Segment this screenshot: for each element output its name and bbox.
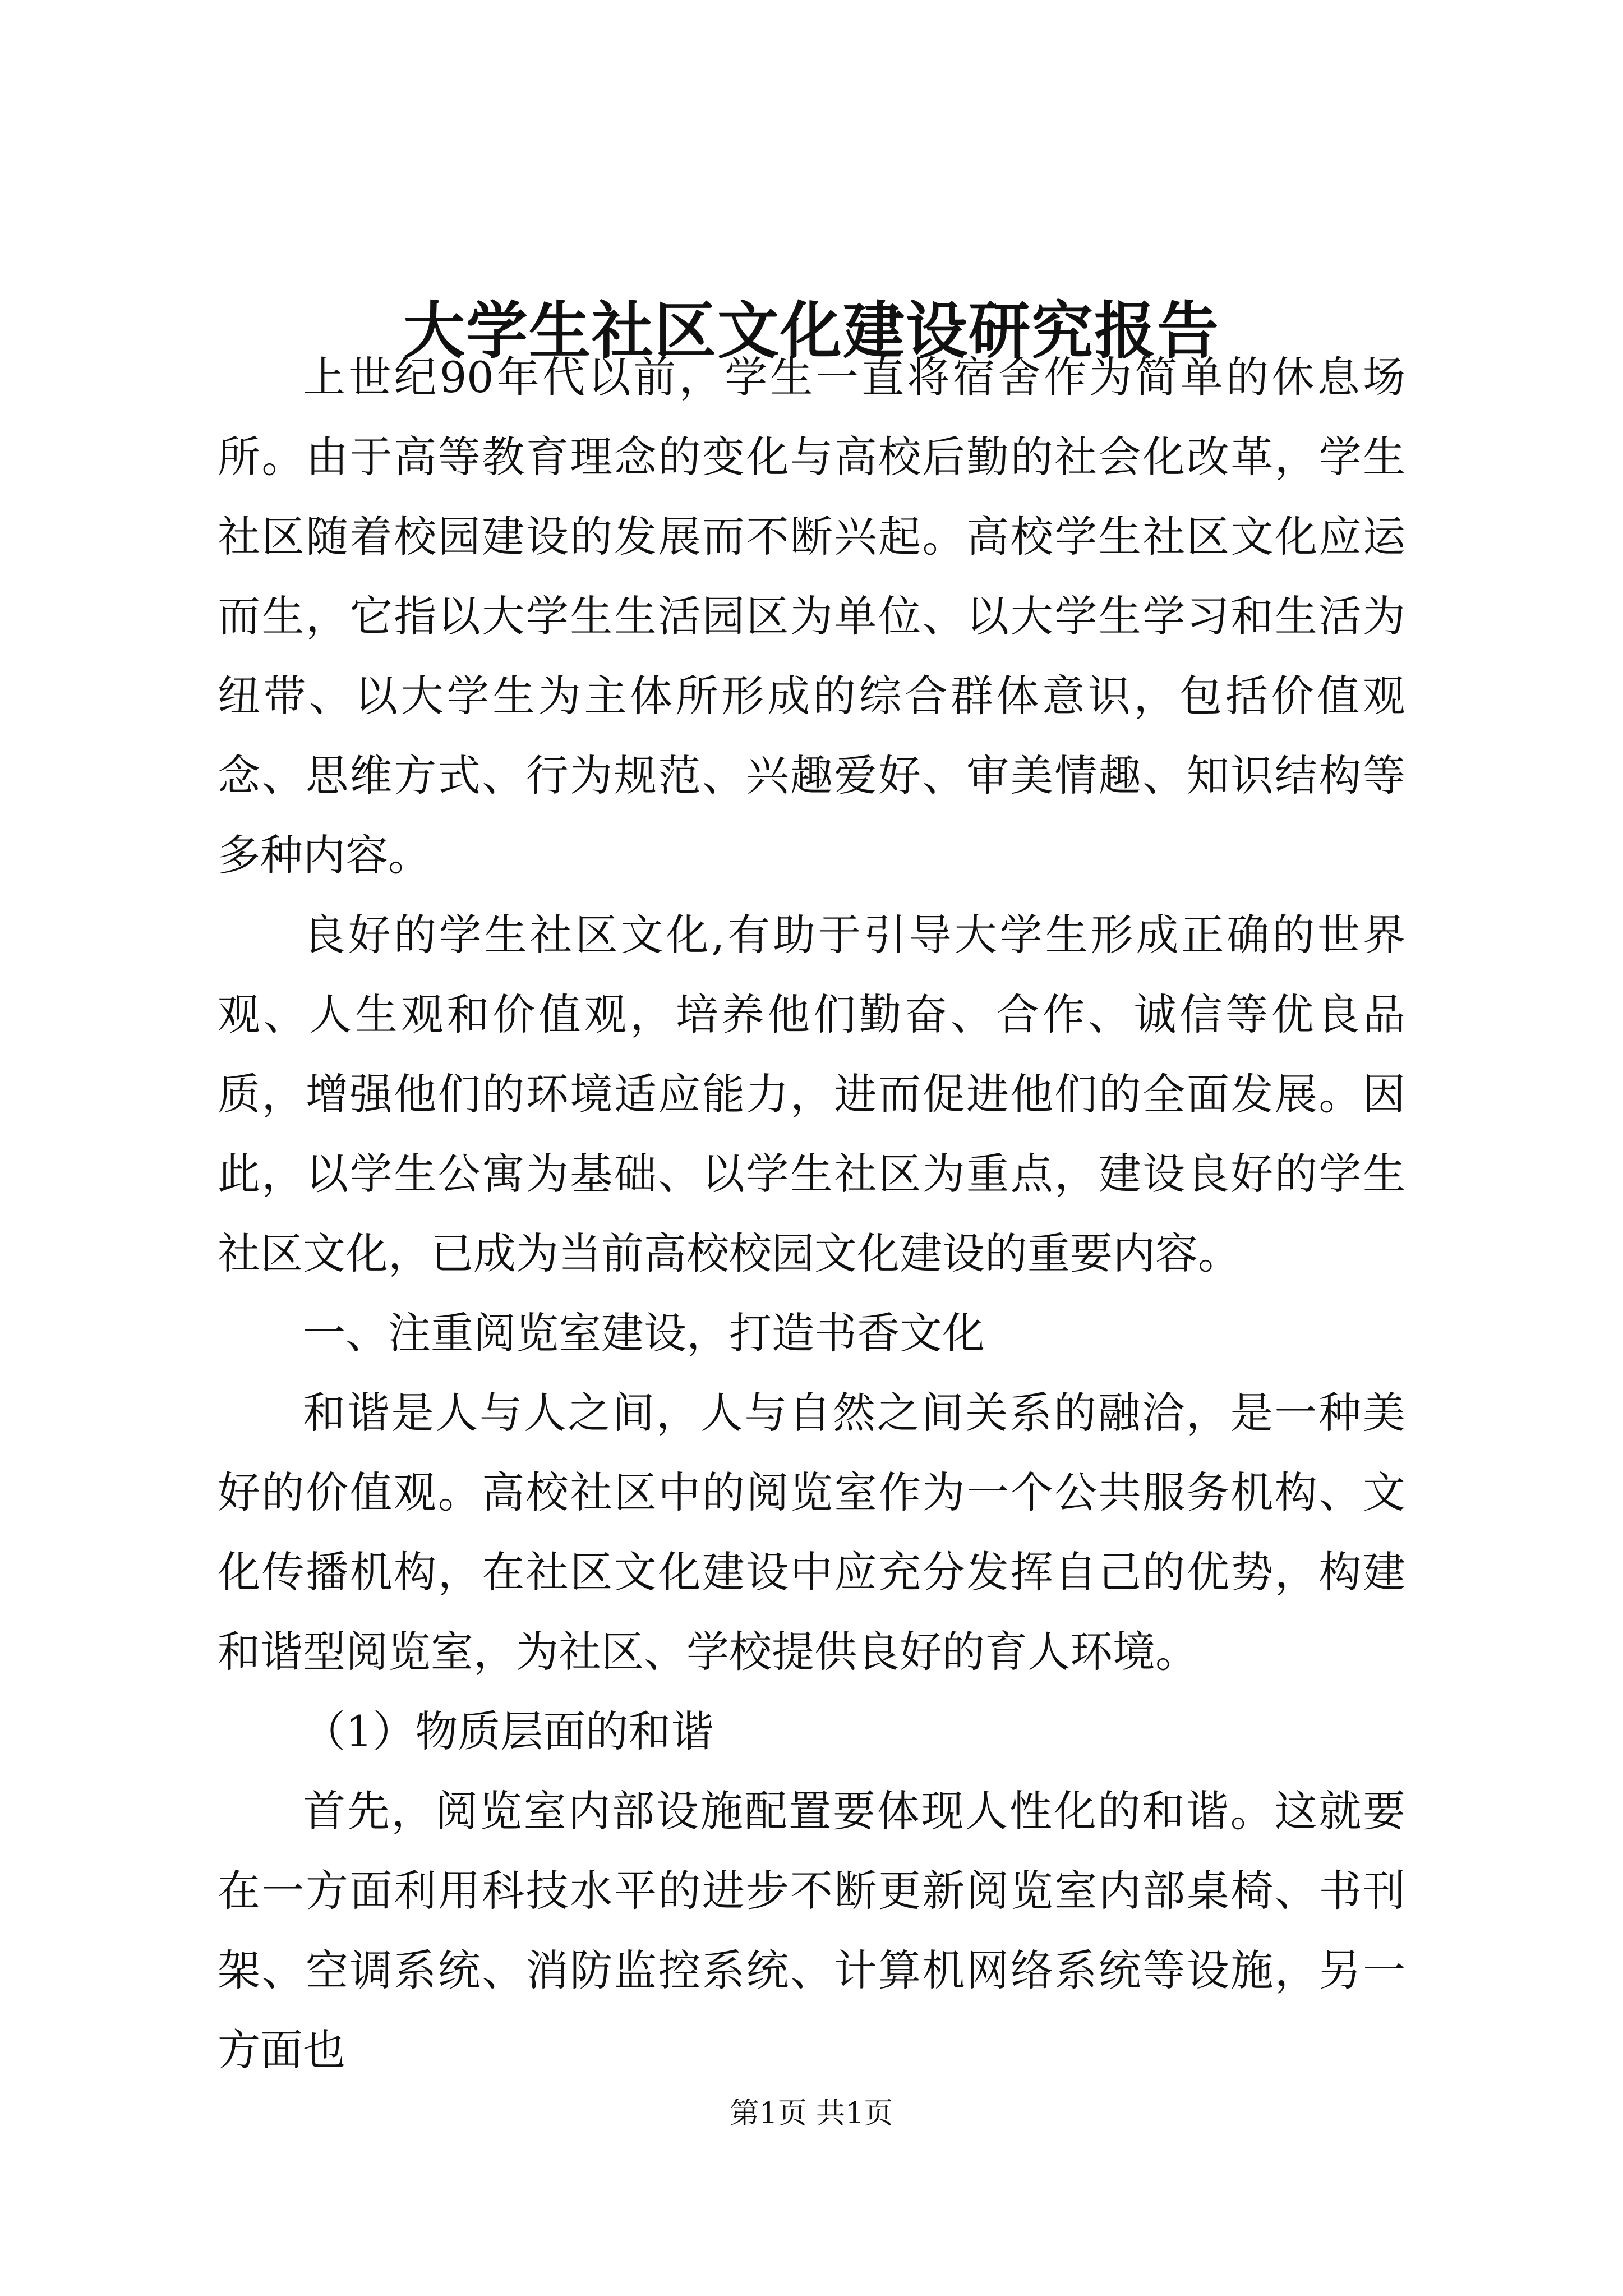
page-footer: 第1页 共1页: [730, 2097, 893, 2131]
paragraph-4: 首先，阅览室内部设施配置要体现人性化的和谐。这就要在一方面利用科技水平的进步不断更新阅览室内部桌椅、书刊架、空调系统、消防监控系统、计算机网络系统等设施，另一方面也: [218, 1786, 1405, 2075]
paragraph-1: 上世纪90年代以前，学生一直将宿舍作为简单的休息场所。由于高等教育理念的变化与高校后勤的社会化改革，学生社区随着校园建设的发展而不断兴起。高校学生社区文化应运而生，它指以大学生生活园区为单位、以大学生学习和生活为纽带、以大学生为主体所形成的综合群体意识，包括价值观念、思维方式、行为规范、兴趣爱好、审美情趣、知识结构等多种内容。: [218, 352, 1405, 880]
subsection-heading-1: （1）物质层面的和谐: [303, 1706, 714, 1756]
section-heading-1: 一、注重阅览室建设，打造书香文化: [303, 1308, 985, 1358]
paragraph-2: 良好的学生社区文化,有助于引导大学生形成正确的世界观、人生观和价值观，培养他们勤奋、合作、诚信等优良品质，增强他们的环境适应能力，进而促进他们的全面发展。因此，以学生公寓为基础、以学生社区为重点，建设良好的学生社区文化，已成为当前高校校园文化建设的重要内容。: [218, 910, 1405, 1278]
document-body: [218, 338, 1405, 2090]
paragraph-3: 和谐是人与人之间，人与自然之间关系的融洽，是一种美好的价值观。高校社区中的阅览室作为一个公共服务机构、文化传播机构，在社区文化建设中应充分发挥自己的优势，构建和谐型阅览室，为社区、学校提供良好的育人环境。: [218, 1388, 1405, 1677]
document-title: 大学生社区文化建设研究报告: [403, 295, 1220, 367]
